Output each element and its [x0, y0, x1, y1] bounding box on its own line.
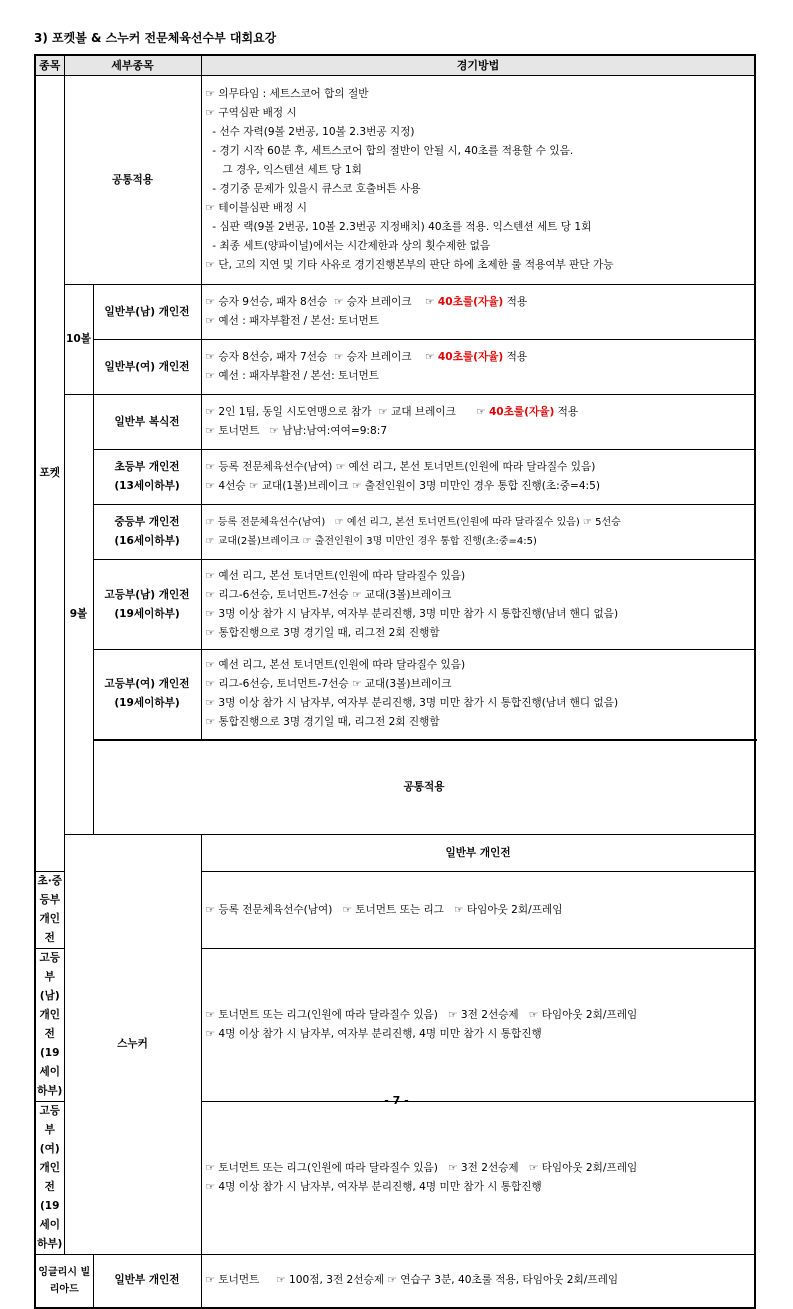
row-label-sub: (19세이하부)	[37, 1047, 63, 1097]
page-number: - 7 -	[384, 1094, 409, 1107]
table-row	[35, 76, 755, 285]
group-pocket: 포켓	[35, 76, 64, 872]
table-row	[35, 740, 755, 835]
table-row	[35, 505, 755, 560]
rule-line	[206, 403, 755, 422]
rule-line: ☞ 리그-6선승, 토너먼트-7선승 ☞ 교대(3볼)브레이크	[205, 588, 452, 601]
rule-cell	[201, 1102, 755, 1255]
row-label-sub: (13세이하부)	[114, 480, 180, 492]
row-label-sub: (19세이하부)	[37, 1200, 63, 1250]
rule-line: 그 경우, 익스텐션 세트 당 1회	[205, 164, 362, 176]
rule-highlight: 40초룰(자율)	[437, 296, 504, 308]
rule-cell	[201, 1255, 755, 1308]
rule-highlight: 40초룰(자율)	[437, 351, 504, 363]
rule-cell	[201, 650, 755, 740]
row-label-sub: (19세이하부)	[114, 607, 180, 620]
rule-line: ☞ 토너먼트 또는 리그(인원에 따라 달라질수 있음) ☞ 3전 2선승제 ☞ 타임아웃 2회/프레임	[205, 1162, 638, 1174]
row-label-main: 고등부(여) 개인전	[39, 1105, 60, 1193]
row-label	[35, 949, 64, 1102]
rule-cell	[201, 340, 755, 395]
table-row	[35, 340, 755, 395]
row-label-main: 중등부 개인전	[114, 516, 180, 528]
rule-text: ☞ 2인 1팀, 동일 시도연맹으로 참가 ☞ 교대 브레이크 ☞	[205, 406, 489, 418]
rule-line: - 경기중 문제가 있을시 큐스코 호출버튼 사용	[205, 183, 421, 195]
row-label: 일반부 개인전	[93, 1255, 201, 1308]
rule-cell	[201, 450, 755, 505]
row-label	[93, 450, 201, 505]
group-snooker: 스누커	[64, 835, 201, 1255]
rule-cell	[201, 560, 755, 650]
row-label-sub: (19세이하부)	[114, 697, 180, 710]
rule-line: ☞ 예선 : 패자부활전 / 본선: 토너먼트	[205, 315, 379, 327]
table-row	[35, 1255, 755, 1308]
row-label	[93, 505, 201, 560]
rule-line: ☞ 등록 전문체육선수(남여) ☞ 토너먼트 또는 리그 ☞ 타임아웃 2회/프레임	[205, 903, 563, 916]
rule-cell	[201, 76, 755, 285]
rule-line: ☞ 테이블심판 배정 시	[205, 202, 307, 214]
table-row	[35, 450, 755, 505]
header-method: 경기방법	[201, 55, 755, 76]
rule-line: ☞ 등록 전문체육선수(남여) ☞ 예선 리그, 본선 토너먼트(인원에 따라 달라질수 있음)	[205, 461, 596, 473]
rule-line: ☞ 예선 리그, 본선 토너먼트(인원에 따라 달라질수 있음)	[205, 659, 466, 672]
row-label-main: 초등부 개인전	[114, 461, 180, 473]
header-row	[35, 55, 755, 76]
group-9-ball: 9볼	[64, 395, 93, 835]
row-label: 일반부 복식전	[93, 395, 201, 450]
header-event: 종목	[35, 55, 64, 76]
rule-line: ☞ 의무타임 : 세트스코어 합의 절반	[205, 88, 369, 100]
row-label: 일반부 개인전	[201, 835, 755, 872]
rule-highlight: 40초룰(자율)	[488, 406, 555, 418]
rule-line: ☞ 통합진행으로 3명 경기일 때, 리그전 2회 진행함	[205, 626, 440, 639]
row-label: 일반부(남) 개인전	[93, 285, 201, 340]
rule-line: ☞ 단, 고의 지연 및 기타 사유로 경기진행본부의 판단 하에 초제한 룰 적용여부 판단 가능	[205, 259, 614, 271]
rule-line: ☞ 3명 이상 참가 시 남자부, 여자부 분리진행, 3명 미만 참가 시 통합진행(남녀 핸디 없음)	[205, 697, 619, 710]
rule-line: - 경기 시작 60분 후, 세트스코어 합의 절반이 안될 시, 40초를 적용할 수 있음.	[205, 145, 574, 157]
rule-line: ☞ 예선 리그, 본선 토너먼트(인원에 따라 달라질수 있음)	[205, 569, 466, 582]
rule-line: ☞ 구역심판 배정 시	[205, 107, 297, 119]
rule-text: ☞ 승자 9선승, 패자 8선승 ☞ 승자 브레이크 ☞	[205, 296, 438, 308]
rule-line	[206, 293, 755, 312]
row-label: 일반부(여) 개인전	[93, 340, 201, 395]
rule-text: ☞ 승자 8선승, 패자 7선승 ☞ 승자 브레이크 ☞	[205, 351, 438, 363]
competition-rules-table	[34, 54, 756, 1309]
rule-line	[206, 348, 755, 367]
table-row	[35, 395, 755, 450]
row-label-sub: (16세이하부)	[114, 535, 180, 547]
rule-line: ☞ 토너먼트 ☞ 100점, 3전 2선승제 ☞ 연습구 3분, 40초룰 적용, 타임아웃 2회/프레임	[205, 1274, 619, 1287]
header-sub-event: 세부종목	[64, 55, 201, 76]
row-label	[35, 1102, 64, 1255]
rule-cell	[201, 949, 755, 1102]
table-row	[35, 650, 755, 740]
table-row	[35, 285, 755, 340]
rule-line: ☞ 통합진행으로 3명 경기일 때, 리그전 2회 진행함	[205, 716, 440, 729]
row-label-main: 고등부(남) 개인전	[104, 588, 190, 601]
rule-text: 적용	[503, 351, 528, 363]
rule-line: ☞ 4선승 ☞ 교대(1볼)브레이크 ☞ 출전인원이 3명 미만인 경우 통합 진행(초:중=4:5)	[205, 480, 600, 492]
table-row	[35, 835, 755, 872]
rule-line: ☞ 토너먼트 또는 리그(인원에 따라 달라질수 있음) ☞ 3전 2선승제 ☞ 타임아웃 2회/프레임	[205, 1009, 638, 1021]
group-10-ball: 10볼	[64, 285, 93, 395]
rule-text: 적용	[554, 406, 579, 418]
row-label: 초·중등부 개인전	[35, 872, 64, 949]
rule-line: ☞ 등록 전문체육선수(남여) ☞ 예선 리그, 본선 토너먼트(인원에 따라 달라질수 있음) ☞ 5선승	[205, 517, 621, 528]
rule-line: - 선수 자력(9볼 2번공, 10볼 2.3번공 지정)	[205, 126, 415, 138]
row-label: 공통적용	[64, 76, 201, 285]
rule-cell	[201, 505, 755, 560]
table-row	[35, 560, 755, 650]
rule-line: ☞ 4명 이상 참가 시 남자부, 여자부 분리진행, 4명 미만 참가 시 통합진행	[205, 1028, 542, 1040]
group-english-billiards: 잉글리시 빌리아드	[35, 1255, 93, 1308]
rule-line: ☞ 교대(2볼)브레이크 ☞ 출전인원이 3명 미만인 경우 통합 진행(초:중=4:5)	[205, 536, 537, 547]
row-label	[93, 560, 201, 650]
row-label-main: 고등부(남) 개인전	[39, 952, 60, 1040]
row-label-main: 고등부(여) 개인전	[104, 678, 190, 691]
rule-line: - 최종 세트(양파이널)에서는 시간제한과 상의 횟수제한 없음	[205, 240, 491, 252]
rule-cell	[201, 285, 755, 340]
row-label	[93, 650, 201, 740]
rule-line: ☞ 4명 이상 참가 시 남자부, 여자부 분리진행, 4명 미만 참가 시 통합진행	[205, 1181, 542, 1193]
rule-cell	[201, 872, 755, 949]
rule-line: ☞ 3명 이상 참가 시 남자부, 여자부 분리진행, 3명 미만 참가 시 통합진행(남녀 핸디 없음)	[205, 607, 619, 620]
row-label: 공통적용	[93, 740, 755, 835]
section-title: 3) 포켓볼 & 스누커 전문체육선수부 대회요강	[34, 31, 277, 45]
rule-cell	[201, 395, 755, 450]
rule-text: 적용	[503, 296, 528, 308]
rule-line: ☞ 예선 : 패자부활전 / 본선: 토너먼트	[205, 370, 379, 382]
rule-line: - 심판 랙(9볼 2번공, 10볼 2.3번공 지정배치) 40초를 적용. 익스텐션 세트 당 1회	[205, 221, 592, 233]
rule-line: ☞ 토너먼트 ☞ 남남:남여:여여=9:8:7	[205, 425, 388, 437]
rule-line: ☞ 리그-6선승, 토너먼트-7선승 ☞ 교대(3볼)브레이크	[205, 678, 452, 691]
